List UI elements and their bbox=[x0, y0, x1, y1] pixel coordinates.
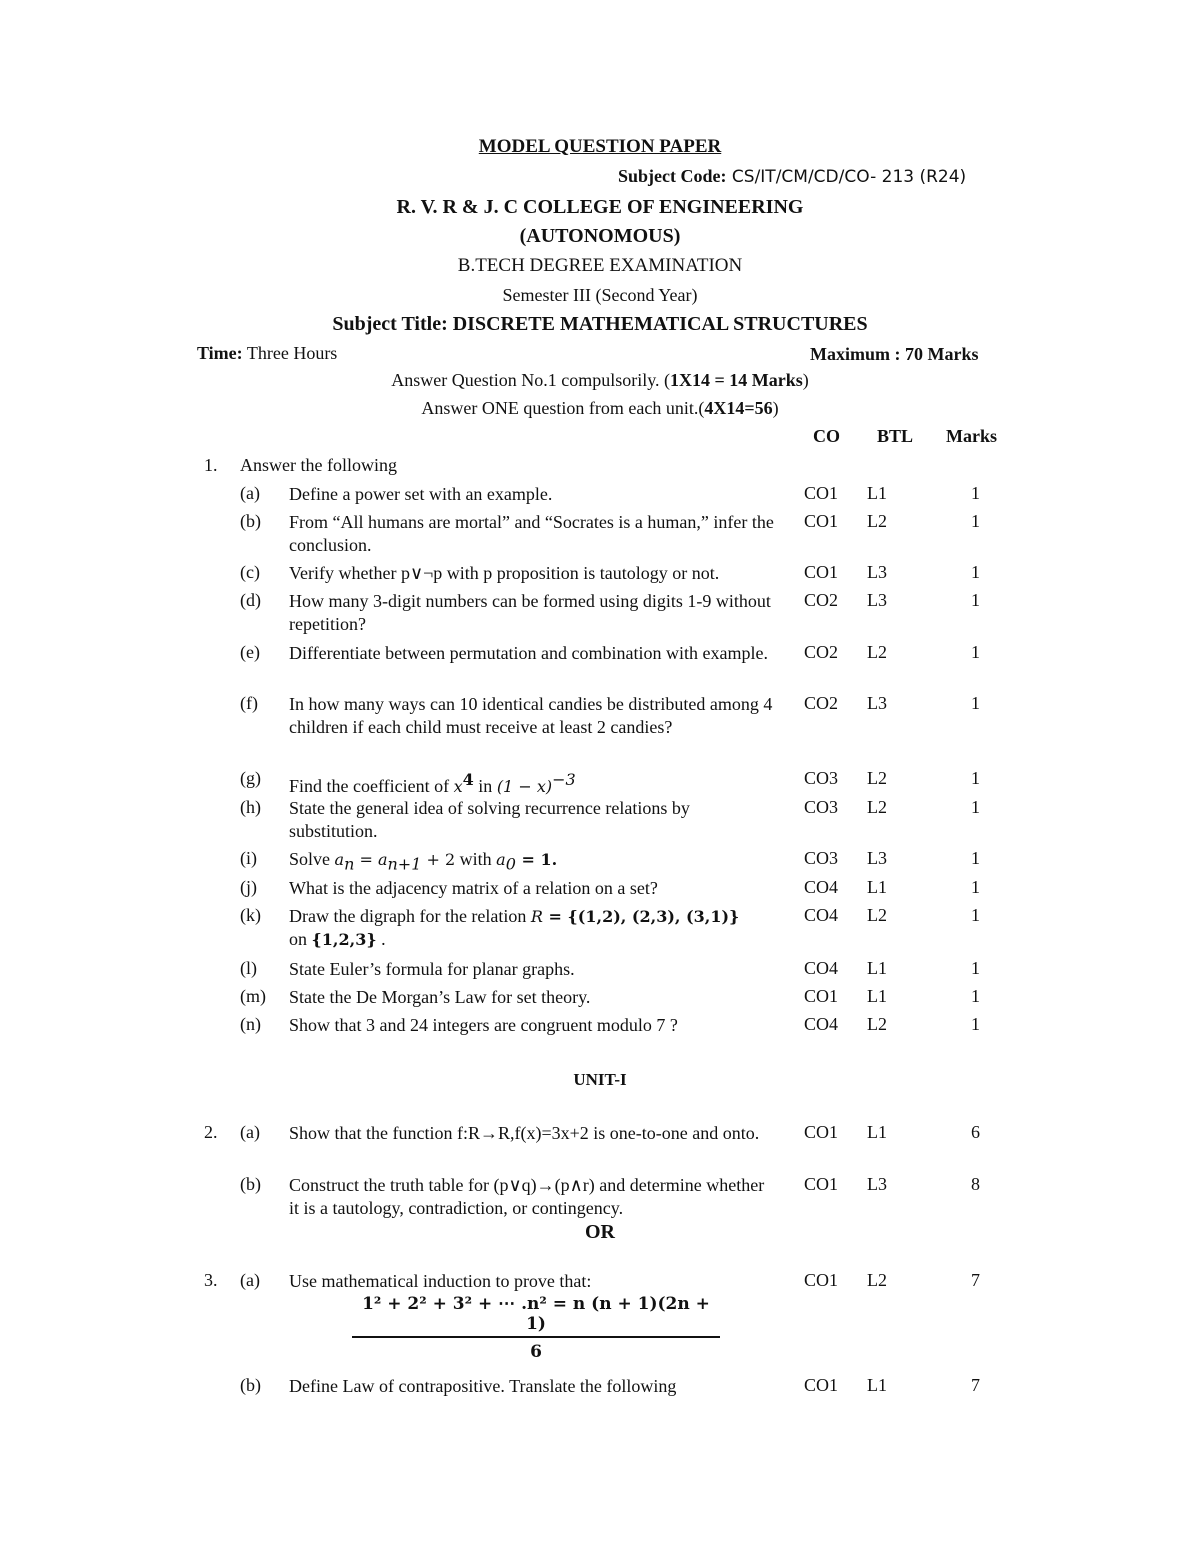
item-label: (h) bbox=[240, 797, 261, 817]
item-btl: L3 bbox=[867, 693, 887, 713]
item-marks: 8 bbox=[971, 1174, 980, 1194]
item-co: CO1 bbox=[804, 1270, 839, 1290]
item-co: CO1 bbox=[804, 511, 839, 531]
item-btl: L2 bbox=[867, 1270, 887, 1290]
college-name: R. V. R & J. C COLLEGE OF ENGINEERING bbox=[396, 196, 804, 218]
item-btl: L2 bbox=[867, 642, 887, 662]
item-co: CO3 bbox=[804, 848, 839, 868]
item-btl: L1 bbox=[867, 986, 887, 1006]
item-marks: 6 bbox=[971, 1122, 980, 1142]
item-text: Find the coefficient of $x^4$ in $(1 - x)^{-3}$ bbox=[289, 770, 576, 796]
exam-name: B.TECH DEGREE EXAMINATION bbox=[457, 255, 743, 276]
column-marks: Marks bbox=[946, 426, 997, 446]
item-co: CO4 bbox=[804, 905, 839, 925]
item-marks: 1 bbox=[971, 986, 980, 1006]
item-label: (m) bbox=[240, 986, 266, 1006]
or-separator: OR bbox=[585, 1221, 615, 1243]
formula-denominator: 6 bbox=[530, 1342, 542, 1362]
item-co: CO4 bbox=[804, 877, 839, 897]
item-text: Define a power set with an example. bbox=[289, 484, 553, 504]
item-label: (b) bbox=[240, 1174, 261, 1194]
question-number: 2. bbox=[204, 1122, 218, 1142]
item-marks: 1 bbox=[971, 642, 980, 662]
unit-title: UNIT-I bbox=[573, 1070, 627, 1089]
item-btl: L1 bbox=[867, 958, 887, 978]
item-co: CO1 bbox=[804, 986, 839, 1006]
item-marks: 1 bbox=[971, 483, 980, 503]
item-marks: 1 bbox=[971, 511, 980, 531]
item-text: What is the adjacency matrix of a relation on a set? bbox=[289, 878, 658, 898]
question-intro: Answer the following bbox=[240, 455, 397, 475]
item-text: Verify whether p∨¬p with p proposition is tautology or not. bbox=[289, 563, 720, 583]
item-btl: L3 bbox=[867, 562, 887, 582]
item-label: (b) bbox=[240, 511, 261, 531]
item-co: CO4 bbox=[804, 1014, 839, 1034]
instruction-2: Answer ONE question from each unit.(4X14=56) bbox=[421, 398, 779, 418]
item-btl: L1 bbox=[867, 877, 887, 897]
subject-title: Subject Title: DISCRETE MATHEMATICAL STRUCTURES bbox=[332, 313, 868, 335]
induction-formula bbox=[352, 1294, 720, 1362]
item-btl: L3 bbox=[867, 1174, 887, 1194]
item-marks: 1 bbox=[971, 958, 980, 978]
item-co: CO2 bbox=[804, 590, 839, 610]
item-co: CO2 bbox=[804, 693, 839, 713]
item-marks: 1 bbox=[971, 1014, 980, 1034]
item-marks: 7 bbox=[971, 1375, 980, 1395]
item-marks: 1 bbox=[971, 797, 980, 817]
question-number: 1. bbox=[204, 455, 218, 475]
item-co: CO3 bbox=[804, 768, 839, 788]
question-number: 3. bbox=[204, 1270, 218, 1290]
item-label: (i) bbox=[240, 848, 257, 868]
item-marks: 7 bbox=[971, 1270, 980, 1290]
item-text: Show that 3 and 24 integers are congruent modulo 7 ? bbox=[289, 1015, 678, 1035]
item-co: CO4 bbox=[804, 958, 839, 978]
item-text: Draw the digraph for the relation R = {(1,2), (2,3), (3,1)} on {1,2,3} . bbox=[289, 906, 740, 949]
item-label: (a) bbox=[240, 483, 260, 503]
item-co: CO1 bbox=[804, 1122, 839, 1142]
item-marks: 1 bbox=[971, 877, 980, 897]
item-label: (g) bbox=[240, 768, 261, 788]
item-text: How many 3-digit numbers can be formed using digits 1-9 without repetition? bbox=[289, 591, 771, 634]
item-btl: L2 bbox=[867, 905, 887, 925]
item-btl: L3 bbox=[867, 590, 887, 610]
formula-numerator: 1² + 2² + 3² + ⋯ .n² = n (n + 1)(2n + 1) bbox=[352, 1294, 720, 1338]
item-label: (a) bbox=[240, 1122, 260, 1142]
maximum-marks: Maximum : 70 Marks bbox=[810, 344, 979, 364]
item-label: (n) bbox=[240, 1014, 261, 1034]
item-btl: L1 bbox=[867, 1122, 887, 1142]
item-co: CO1 bbox=[804, 1375, 839, 1395]
subject-code: Subject Code: CS/IT/CM/CD/CO- 213 (R24) bbox=[618, 166, 967, 187]
item-co: CO1 bbox=[804, 1174, 839, 1194]
item-btl: L2 bbox=[867, 1014, 887, 1034]
item-marks: 1 bbox=[971, 562, 980, 582]
item-text: Solve $a_n = a_{n+1} + 2$ with $a_0 = 1$. bbox=[289, 849, 558, 874]
paper-title: MODEL QUESTION PAPER bbox=[478, 136, 722, 157]
autonomous-label: (AUTONOMOUS) bbox=[519, 225, 681, 247]
item-text: Use mathematical induction to prove that: bbox=[289, 1271, 592, 1291]
item-label: (d) bbox=[240, 590, 261, 610]
item-text: Differentiate between permutation and combination with example. bbox=[289, 643, 769, 663]
time-allowed: Time: Three Hours bbox=[197, 343, 338, 363]
item-text: Construct the truth table for (p∨q)→(p∧r) and determine whether it is a tautology, contradiction, or contingency. bbox=[289, 1175, 765, 1218]
item-btl: L2 bbox=[867, 768, 887, 788]
item-marks: 1 bbox=[971, 848, 980, 868]
item-btl: L2 bbox=[867, 797, 887, 817]
item-btl: L1 bbox=[867, 1375, 887, 1395]
instruction-1: Answer Question No.1 compulsorily. (1X14 = 14 Marks) bbox=[391, 370, 809, 390]
item-btl: L3 bbox=[867, 848, 887, 868]
item-marks: 1 bbox=[971, 693, 980, 713]
item-label: (a) bbox=[240, 1270, 260, 1290]
column-btl: BTL bbox=[877, 426, 914, 446]
item-co: CO3 bbox=[804, 797, 839, 817]
item-btl: L2 bbox=[867, 511, 887, 531]
item-label: (k) bbox=[240, 905, 261, 925]
item-text: In how many ways can 10 identical candies be distributed among 4 children if each child must receive at least 2 candies? bbox=[289, 694, 773, 737]
item-text: State the De Morgan’s Law for set theory. bbox=[289, 987, 591, 1007]
column-co: CO bbox=[813, 426, 840, 446]
item-label: (c) bbox=[240, 562, 260, 582]
item-text: State the general idea of solving recurrence relations by substitution. bbox=[289, 798, 690, 841]
item-marks: 1 bbox=[971, 768, 980, 788]
item-text: State Euler’s formula for planar graphs. bbox=[289, 959, 575, 979]
item-marks: 1 bbox=[971, 905, 980, 925]
item-co: CO2 bbox=[804, 642, 839, 662]
item-label: (j) bbox=[240, 877, 257, 897]
semester: Semester III (Second Year) bbox=[502, 285, 698, 305]
item-label: (f) bbox=[240, 693, 258, 713]
item-co: CO1 bbox=[804, 483, 839, 503]
item-label: (l) bbox=[240, 958, 257, 978]
item-co: CO1 bbox=[804, 562, 839, 582]
item-text: From “All humans are mortal” and “Socrates is a human,” infer the conclusion. bbox=[289, 512, 774, 555]
item-marks: 1 bbox=[971, 590, 980, 610]
item-text: Define Law of contrapositive. Translate the following bbox=[289, 1376, 677, 1396]
item-label: (b) bbox=[240, 1375, 261, 1395]
item-label: (e) bbox=[240, 642, 260, 662]
item-btl: L1 bbox=[867, 483, 887, 503]
item-text: Show that the function f:R→R,f(x)=3x+2 is one-to-one and onto. bbox=[289, 1123, 760, 1143]
